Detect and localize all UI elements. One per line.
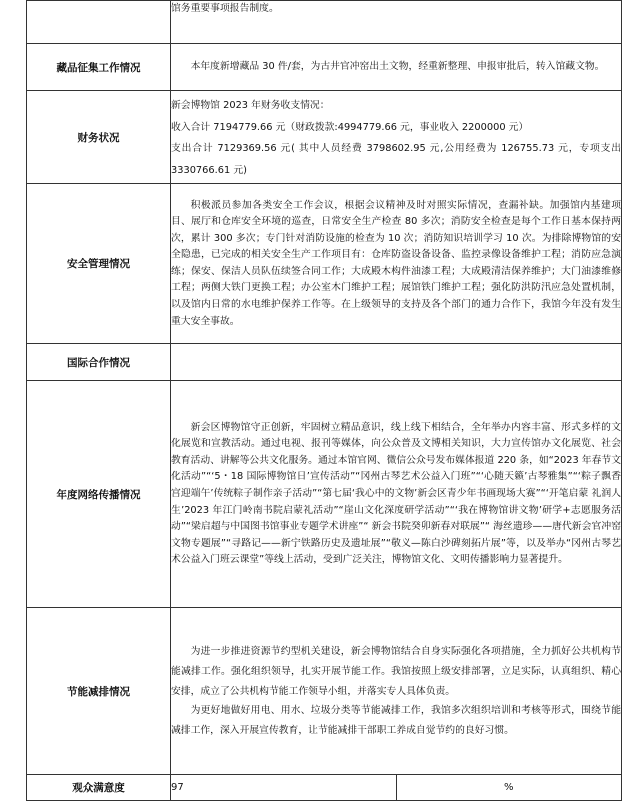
safety-content — [171, 184, 622, 344]
energy-paragraph-1: 为进一步推进资源节约型机关建设，新会博物馆结合自身实际强化各项措施，全力抓好公共机构节能减排工作。强化组织领导，扎实开展节能工作。我馆按照上级安排部署，立足实际，认真组织、精心安排，成立了公共机构节能工作领导小组，并落实专人具体负责。 — [171, 646, 621, 697]
communication-row — [27, 381, 622, 608]
international-content — [171, 344, 622, 381]
energy-label: 节能减排情况 — [27, 608, 171, 775]
collection-row — [27, 44, 622, 91]
international-label: 国际合作情况 — [27, 344, 171, 381]
report-system-text: 馆务重要事项报告制度。 — [171, 3, 279, 14]
finance-label: 财务状况 — [27, 91, 171, 184]
collection-content — [171, 44, 622, 91]
satisfaction-unit: % — [396, 775, 622, 801]
collection-label: 藏品征集工作情况 — [27, 44, 171, 91]
satisfaction-label: 观众满意度 — [27, 775, 171, 801]
safety-label: 安全管理情况 — [27, 184, 171, 344]
communication-label: 年度网络传播情况 — [27, 381, 171, 608]
finance-row — [27, 91, 622, 184]
safety-row — [27, 184, 622, 344]
satisfaction-value: 97 — [171, 775, 397, 801]
collection-text: 本年度新增藏品 30 件/套，为古井官冲窑出土文物，经重新整理、申报审批后，转入馆藏文物。 — [190, 60, 605, 72]
communication-content — [171, 381, 622, 608]
finance-content — [171, 91, 622, 184]
finance-line-3: 支出合计 7129369.56 元( 其中人员经费 3798602.95 元,公用经费为 126755.73 元，专项支出 3330766.61 元) — [171, 143, 621, 176]
communication-text: 新会区博物馆守正创新，牢固树立精品意识，线上线下相结合，全年举办内容丰富、形式多样的文化展览和宣教活动。通过电视、报刊等媒体，向公众普及文博相关知识，大力宣传馆办文化展览、社会教育活动、讲解等公共文化服务。通过本馆官网、微信公众号发布媒体报道 220 条，如“2023 年春节文化活动”“‘5・18 国际博物馆日’宣传活动”“冈州古琴艺术公益入门班”“‘心随天籁’古琴雅集”“‘粽子飘香 宫迎端午’传统粽子制作亲子活动”“第七届‘我心中的文物’新会区青少年书画现场大赛”“‘开笔启蒙 礼润人生’2023 年江门岭南书院启蒙礼活动”“崖山文化深度研学活动”“‘我在博物馆讲文物’研学+志愿服务活动”“梁启超与中国图书馆事业专题学术讲座”“ 新会书院癸卯新春对联展”“ 海丝遗珍——唐代新会官冲窑文物专题展”“寻路记——新宁铁路历史及遗址展”“敬义—陈白沙碑刻拓片展”等，以及举办“冈州古琴艺术公益入门班云课堂”等线上活动，受到广泛关注，博物馆文化、文明传播影响力显著提升。 — [171, 421, 621, 566]
report-system-label — [27, 1, 171, 44]
report-system-row — [27, 1, 622, 44]
satisfaction-row — [27, 775, 622, 801]
international-row — [27, 344, 622, 381]
energy-row — [27, 608, 622, 775]
finance-line-1: 新会博物馆 2023 年财务收支情况： — [171, 100, 330, 111]
energy-content — [171, 608, 622, 775]
finance-line-2: 收入合计 7194779.66 元（财政拨款:4994779.66 元，事业收入 2200000 元） — [171, 121, 529, 133]
energy-paragraph-2: 为更好地做好用电、用水、垃圾分类等节能减排工作，我馆多次组织培训和考核等形式，围绕节能减排工作，深入开展宣传教育，让节能减排干部职工养成自觉节约的良好习惯。 — [171, 705, 621, 736]
report-system-content — [171, 1, 622, 44]
safety-text: 积极派员参加各类安全工作会议，根据会议精神及时对照实际情况，查漏补缺。加强馆内基建项目、展厅和仓库安全环境的巡查，日常安全生产检查 80 多次；消防安全检查是每个工作日基本保持两次，累计 300 多次；专门针对消防设施的检查为 10 次；消防知识培训学习 10 次。为排除博物馆的安全隐患，已完成的相关安全生产工作项目有：仓库防盗设备设备、监控录像设备维护工程；消防应急演练；保安、保洁人员队伍续签合同工作；大成殿木构件油漆工程；大成殿清洁保养维护；大门油漆维修工程；两侧大铁门更换工程；办公室木门维护工程；展馆铁门维护工程；强化防洪防汛应急处置机制，以及馆内日常的水电维护保养工作等。在上级领导的支持及各个部门的通力合作下，我馆今年没有发生重大安全事故。 — [171, 199, 621, 327]
annual-report-table — [26, 0, 622, 801]
